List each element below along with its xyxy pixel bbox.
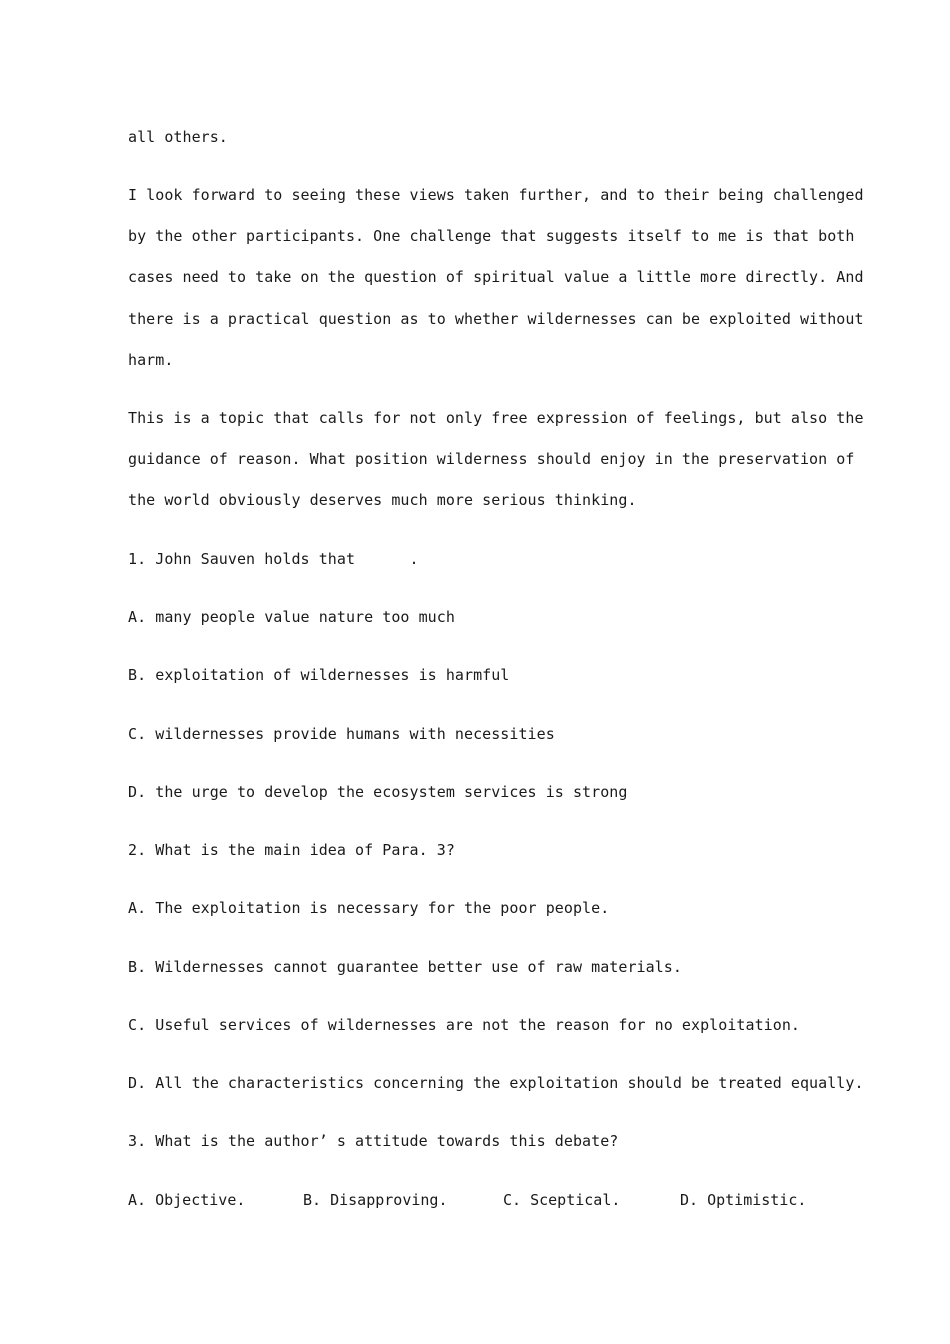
question-3-option-a: A. Objective. bbox=[128, 1191, 246, 1209]
paragraph-3-line-2: guidance of reason. What position wilderness should enjoy in the preservation of bbox=[128, 450, 855, 468]
paragraph-2-line-3: cases need to take on the question of spiritual value a little more directly. And bbox=[128, 268, 864, 286]
paragraph-2-line-1: I look forward to seeing these views taken further, and to their being challenged bbox=[128, 186, 864, 204]
question-1-option-c: C. wildernesses provide humans with necessities bbox=[128, 725, 555, 743]
paragraph-2-line-5: harm. bbox=[128, 351, 174, 369]
question-3-option-d: D. Optimistic. bbox=[680, 1191, 807, 1209]
question-1-stem: 1. John Sauven holds that . bbox=[128, 550, 419, 568]
question-1-option-a: A. many people value nature too much bbox=[128, 608, 455, 626]
question-3-stem: 3. What is the author’ s attitude towards this debate? bbox=[128, 1132, 619, 1150]
question-3-options bbox=[128, 1190, 828, 1210]
question-2-stem: 2. What is the main idea of Para. 3? bbox=[128, 841, 455, 859]
paragraph-2-line-2: by the other participants. One challenge that suggests itself to me is that both bbox=[128, 227, 855, 245]
question-2-option-d: D. All the characteristics concerning the exploitation should be treated equally. bbox=[128, 1074, 864, 1092]
question-3-option-b: B. Disapproving. bbox=[303, 1191, 448, 1209]
paragraph-3-line-1: This is a topic that calls for not only free expression of feelings, but also the bbox=[128, 409, 864, 427]
question-2-option-c: C. Useful services of wildernesses are not the reason for no exploitation. bbox=[128, 1016, 800, 1034]
question-1-option-d: D. the urge to develop the ecosystem services is strong bbox=[128, 783, 628, 801]
question-2-option-b: B. Wildernesses cannot guarantee better use of raw materials. bbox=[128, 958, 682, 976]
question-3-option-c: C. Sceptical. bbox=[503, 1191, 621, 1209]
paragraph-2-line-4: there is a practical question as to whether wildernesses can be exploited without bbox=[128, 310, 864, 328]
question-1-option-b: B. exploitation of wildernesses is harmful bbox=[128, 666, 510, 684]
paragraph-3-line-3: the world obviously deserves much more serious thinking. bbox=[128, 491, 637, 509]
question-2-option-a: A. The exploitation is necessary for the poor people. bbox=[128, 899, 610, 917]
paragraph-1-tail: all others. bbox=[128, 128, 228, 146]
